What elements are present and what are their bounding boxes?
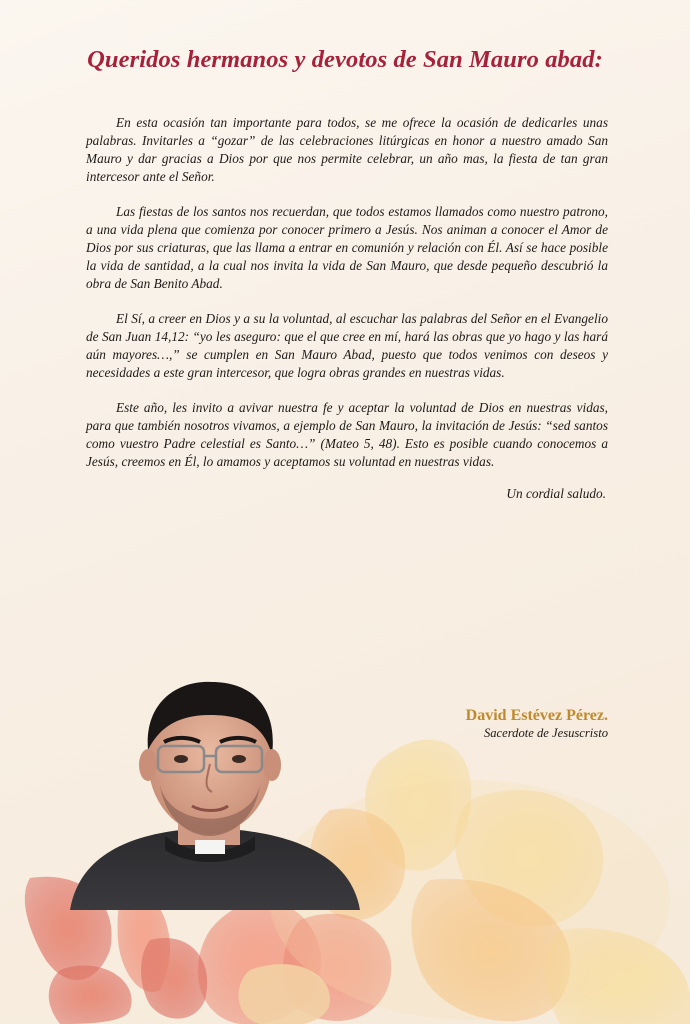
paragraph-4: Este año, les invito a avivar nuestra fe y aceptar la voluntad de Dios en nuestras vidas, para que también nosotros vivamos, a ejemplo de San Mauro, la invitación de Jesús: “sed santos como vuestro Padre celestial es Santo…” (Mateo 5, 48). Esto es posible cuando conocemos a Jesús, creemos en Él, lo amamos y aceptamos su voluntad en nuestras vidas.: [86, 400, 608, 469]
paragraph-3: El Sí, a creer en Dios y a su la voluntad, al escuchar las palabras del Señor en el Evangelio de San Juan 14,12: “yo les aseguro: que el que cree en mí, hará las obras que yo hago y las hará aún mayores…,” se cumplen en San Mauro Abad, puesto que todos venimos con deseos y necesidades a este gran intercesor, que logra obras grandes en nuestras vidas.: [86, 311, 608, 380]
closing-greeting: Un cordial saludo.: [506, 486, 606, 501]
signature-role: Sacerdote de Jesuscristo: [483, 726, 608, 740]
paragraph-1: En esta ocasión tan importante para todos, se me ofrece la ocasión de dedicarles unas palabras. Invitarles a “gozar” de las celebraciones litúrgicas en honor a nuestro amado San Mauro y dar gracias a Dios por que nos permite celebrar, un año mas, la fiesta de tan gran intercesor ante el Señor.: [86, 115, 608, 184]
signature-name: David Estévez Pérez.: [465, 707, 608, 724]
paragraph-2: Las fiestas de los santos nos recuerdan, que todos estamos llamados como nuestro patrono, a una vida plena que comienza por conocer primero a Jesús. Nos animan a conocer el Amor de Dios por sus criaturas, que las llama a entrar en comunión y relación con Él. Así se hace posible la vida de santidad, a la cual nos invita la vida de San Mauro, que desde pequeño descubrió la obra de San Benito Abad.: [86, 204, 608, 291]
letter-body: [86, 114, 608, 488]
priest-portrait-image: [60, 660, 360, 910]
letter-title: Queridos hermanos y devotos de San Mauro abad:: [87, 46, 603, 73]
